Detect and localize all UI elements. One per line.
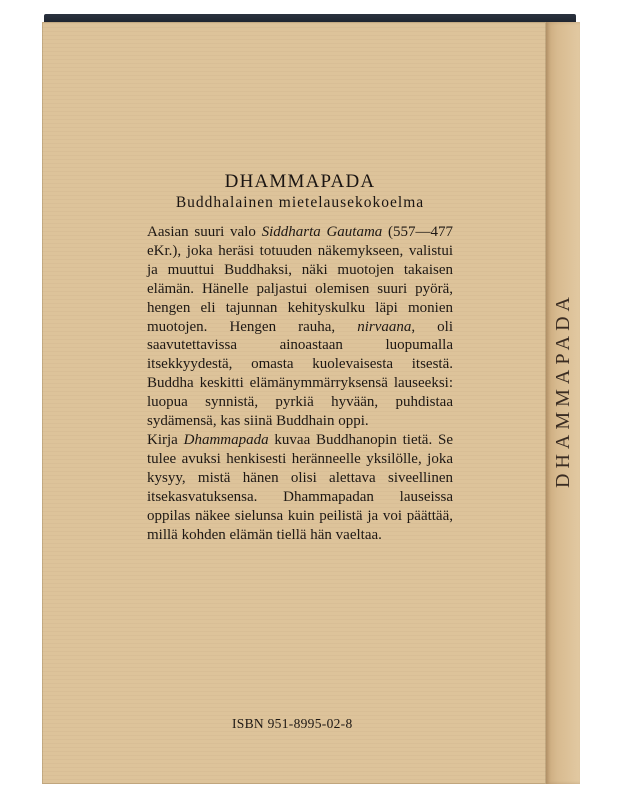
italic-book-title: Dhammapada [183, 431, 269, 448]
blurb-paragraph-1 [147, 223, 453, 431]
text-run: Aasian suuri valo [147, 224, 262, 240]
blurb-paragraph-2 [147, 431, 453, 544]
blurb-text [147, 223, 453, 544]
book-subtitle: Buddhalainen mietelausekokoelma [175, 194, 425, 211]
isbn-number: ISBN 951-8995-02-8 [232, 716, 353, 731]
text-run: , oli saavutettavissa ainoastaan luopumalla itsekkyydestä, omasta kuolevaisesta itsestä. Buddha keskitti elämänymmärryksensä lauseeksi: luopua synnistä, pyrkiä hyvään, puhdistaa sydämensä, kas siinä Buddhain oppi. [147, 318, 453, 430]
text-run: Kirja [147, 431, 184, 448]
spine-title: DHAMMAPADA [552, 292, 574, 488]
book-spine [546, 22, 580, 784]
book-title: DHAMMAPADA [224, 171, 376, 192]
text-run: (557—477 eKr.), joka heräsi totuuden näkemykseen, valistui ja muuttui Buddhaksi, näki muotojen takaisen elämän. Hänelle paljastui olemisen suuri pyörä, hengen eli tajunnan kehityskulku läpi monien muotojen. Hengen rauha, [147, 224, 453, 335]
text-run: kuvaa Buddhanopin tietä. Se tulee avuksi henkisesti heränneelle yksilölle, joka kysyy, mistä hänen olisi alettava siveellinen itsekasvatuksensa. Dhammapadan lauseissa oppilas näkee sielunsa kuin peilistä ja voi päättää, millä kohden elämän tiellä hän vaeltaa. [147, 431, 454, 543]
italic-term: nirvaana [357, 318, 412, 335]
italic-name: Siddharta Gautama [261, 224, 383, 240]
